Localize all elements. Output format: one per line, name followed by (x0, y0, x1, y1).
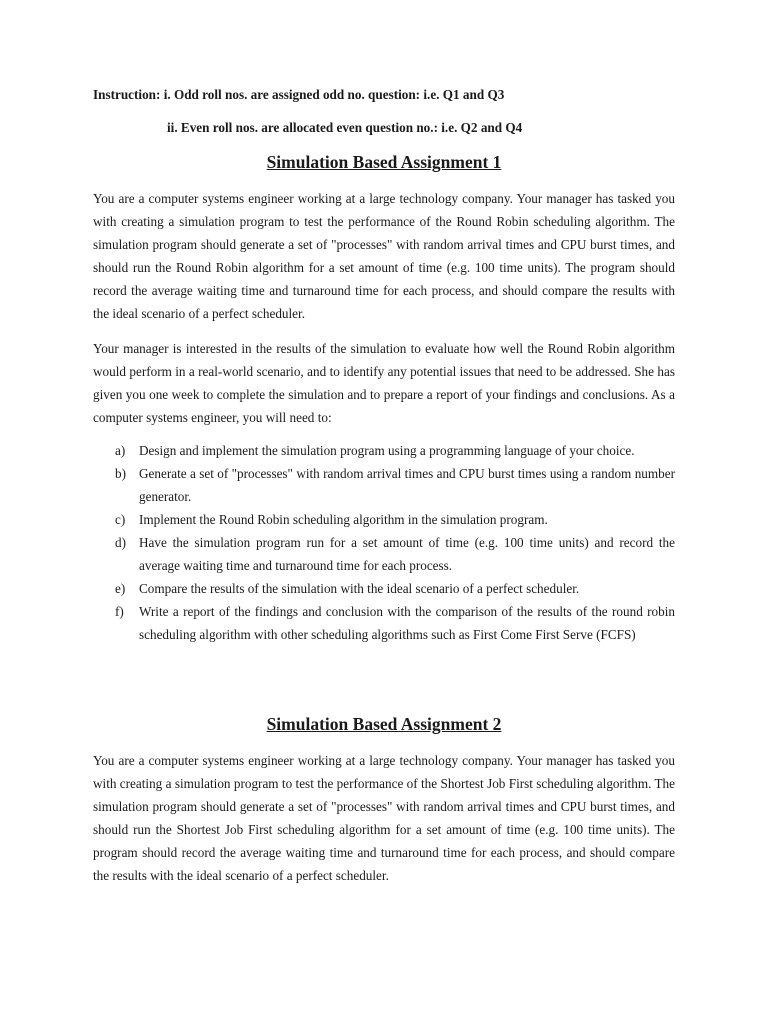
task-text: Have the simulation program run for a set amount of time (e.g. 100 time units) and record the average waiting time and turnaround time for each process. (139, 535, 675, 573)
assignment-1-paragraph-2: Your manager is interested in the results of the simulation to evaluate how well the Round Robin algorithm would perform in a real-world scenario, and to identify any potential issues that need to be addressed. She has given you one week to complete the simulation and to prepare a report of your findings and conclusions. As a computer systems engineer, you will need to: (93, 341, 675, 425)
task-marker: e) (115, 581, 126, 596)
task-marker: d) (115, 535, 126, 550)
assignment-2-paragraph-1: You are a computer systems engineer working at a large technology company. Your manager has tasked you with creating a simulation program to test the performance of the Shortest Job First scheduling algorithm. The simulation program should generate a set of "processes" with random arrival times and CPU burst times, and should run the Shortest Job First scheduling algorithm for a set amount of time (e.g. 100 time units). The program should record the average waiting time and turnaround time for each process, and should compare the results with the ideal scenario of a perfect scheduler. (93, 753, 675, 883)
task-item-c (115, 508, 675, 531)
task-text: Implement the Round Robin scheduling algorithm in the simulation program. (139, 512, 548, 527)
task-marker: c) (115, 512, 126, 527)
assignment-2-title: Simulation Based Assignment 2 (266, 714, 502, 734)
assignment-1-paragraph-1: You are a computer systems engineer working at a large technology company. Your manager has tasked you with creating a simulation program to test the performance of the Round Robin scheduling algorithm. The simulation program should generate a set of "processes" with random arrival times and CPU burst times, and should run the Round Robin algorithm for a set amount of time (e.g. 100 time units). The program should record the average waiting time and turnaround time for each process, and should compare the results with the ideal scenario of a perfect scheduler. (93, 191, 675, 321)
task-item-b (115, 462, 675, 508)
task-marker: b) (115, 466, 126, 481)
task-text: Compare the results of the simulation with the ideal scenario of a perfect scheduler. (139, 581, 580, 596)
task-marker: f) (115, 604, 124, 619)
task-text: Design and implement the simulation program using a programming language of your choice. (139, 443, 635, 458)
task-item-f (115, 600, 675, 646)
task-item-d (115, 531, 675, 577)
instruction-line-1: Instruction: i. Odd roll nos. are assigned odd no. question: i.e. Q1 and Q3 (93, 87, 505, 102)
task-text: Generate a set of "processes" with random arrival times and CPU burst times using a random number generator. (139, 466, 675, 504)
task-item-a (115, 439, 675, 462)
task-marker: a) (115, 443, 126, 458)
task-text: Write a report of the findings and conclusion with the comparison of the results of the round robin scheduling algorithm with other scheduling algorithms such as First Come First Serve (FCFS) (139, 604, 675, 642)
assignment-1-title: Simulation Based Assignment 1 (266, 152, 502, 172)
assignment-1-task-list (115, 439, 675, 646)
task-item-e (115, 577, 675, 600)
instruction-line-2: ii. Even roll nos. are allocated even question no.: i.e. Q2 and Q4 (167, 120, 523, 135)
